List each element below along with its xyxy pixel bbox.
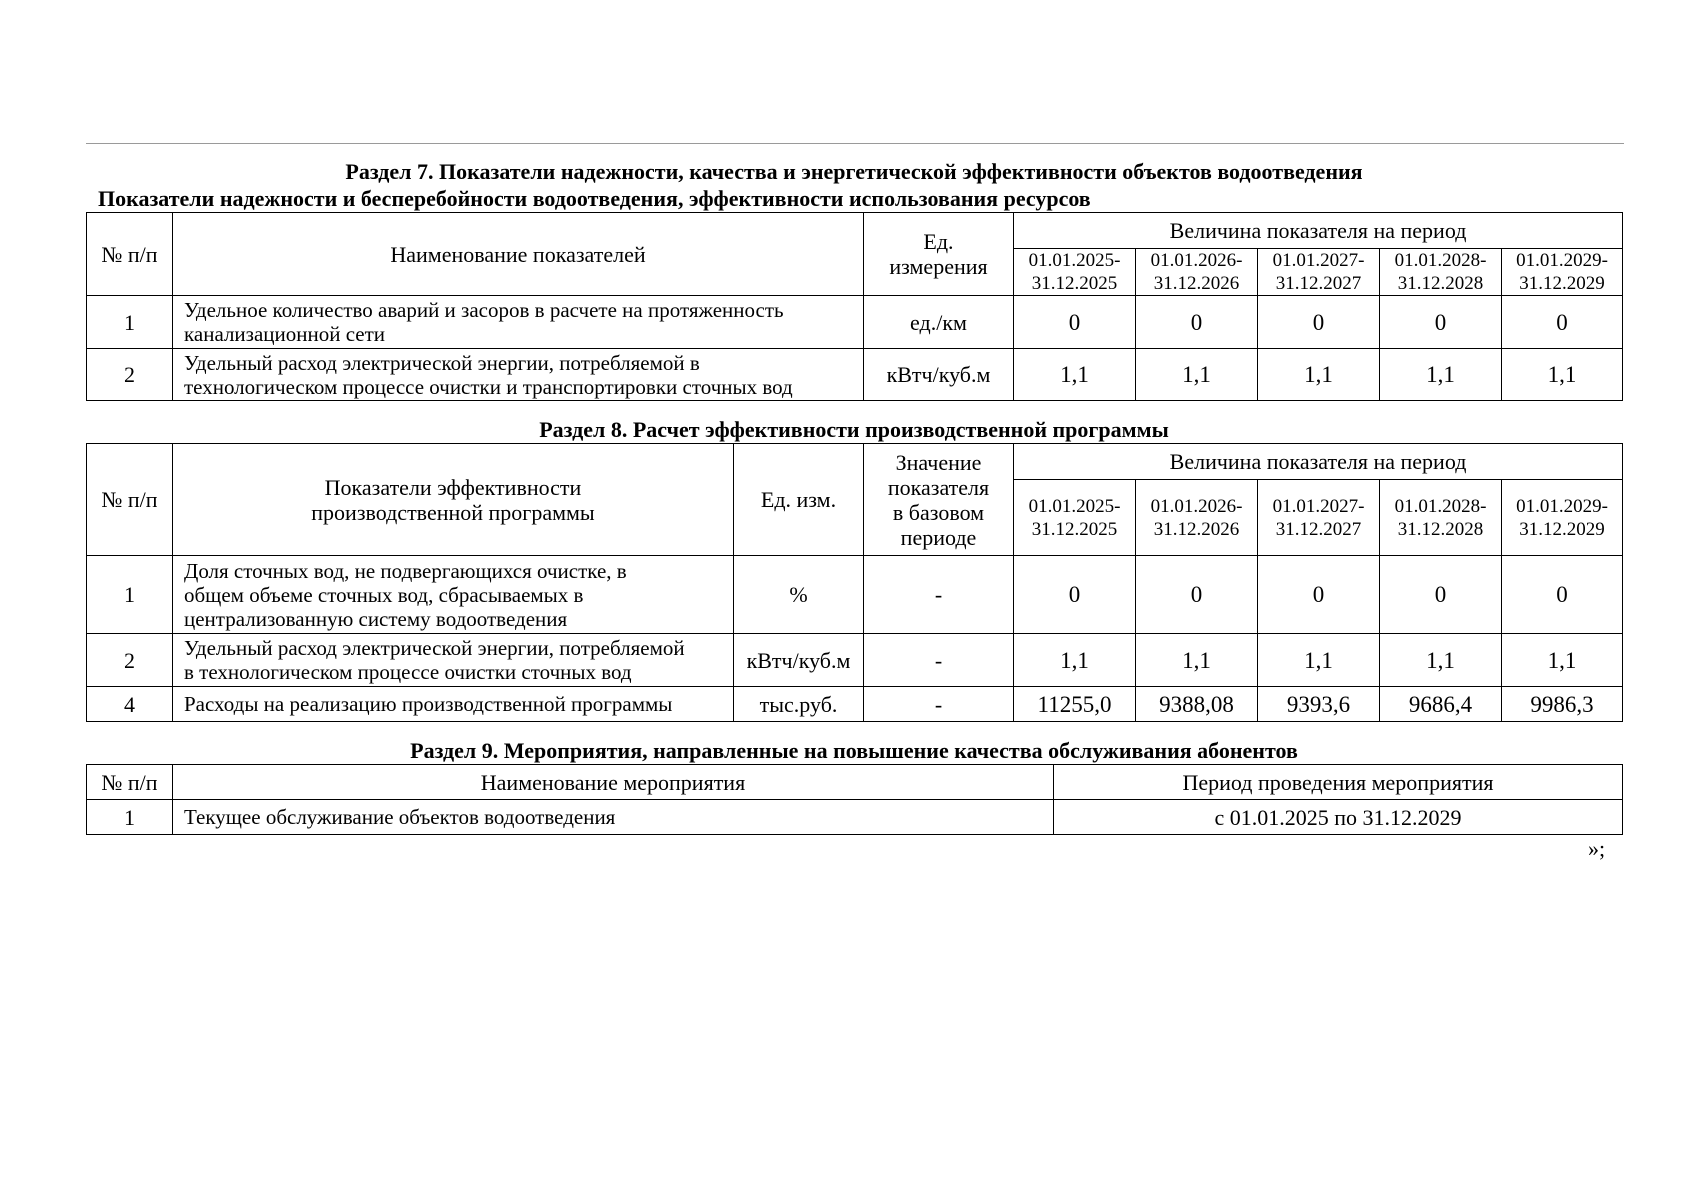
row-unit: ед./км — [864, 296, 1014, 349]
section-7-title: Раздел 7. Показатели надежности, качества и энергетической эффективности объектов водоотведения — [345, 159, 1363, 184]
row-value: 0 — [1502, 556, 1623, 634]
row-name-line: централизованную систему водоотведения — [184, 606, 568, 631]
row-value: 0 — [1380, 556, 1502, 634]
row-num: 4 — [87, 687, 173, 722]
header-row — [87, 444, 1623, 480]
period-cell — [1380, 249, 1502, 296]
row-name-line: канализационной сети — [184, 322, 386, 346]
header-num: № п/п — [87, 213, 173, 296]
row-base: - — [864, 556, 1014, 634]
period-cell — [1136, 480, 1258, 556]
row-value: 0 — [1502, 296, 1623, 349]
header-num: № п/п — [87, 765, 173, 800]
header-base-line: показателя — [887, 474, 990, 500]
header-name: Наименование показателей — [173, 213, 864, 296]
period-start: 01.01.2026- — [1150, 250, 1243, 271]
row-name — [173, 349, 864, 401]
row-num: 2 — [87, 634, 173, 687]
row-value: 9388,08 — [1136, 687, 1258, 722]
row-value: 1,1 — [1136, 349, 1258, 401]
row-value: 1,1 — [1258, 349, 1380, 401]
row-name — [173, 556, 734, 634]
row-value: 0 — [1136, 296, 1258, 349]
header-base-line: в базовом — [892, 499, 985, 525]
row-value: 9686,4 — [1380, 687, 1502, 722]
closing-mark: »; — [1588, 836, 1606, 861]
row-name-line: общем объеме сточных вод, сбрасываемых в — [184, 582, 584, 607]
row-num: 1 — [87, 296, 173, 349]
period-end: 31.12.2027 — [1275, 518, 1362, 540]
table-row — [87, 556, 1623, 634]
section-9 — [86, 737, 1622, 835]
period-cell — [1014, 249, 1136, 296]
header-name: Наименование мероприятия — [173, 765, 1054, 800]
row-name-line: Удельный расход электрической энергии, потребляемой в — [184, 350, 700, 375]
period-start: 01.01.2028- — [1394, 495, 1487, 517]
row-value: 0 — [1258, 556, 1380, 634]
header-base-line: Значение — [895, 449, 982, 475]
period-start: 01.01.2026- — [1150, 495, 1243, 517]
row-value: 1,1 — [1014, 349, 1136, 401]
row-value: 1,1 — [1502, 349, 1623, 401]
period-cell — [1380, 480, 1502, 556]
table-row — [87, 634, 1623, 687]
row-name-line: технологическом процессе очистки и транспортировки сточных вод — [184, 374, 793, 399]
row-unit: тыс.руб. — [734, 687, 864, 722]
section-8 — [86, 416, 1622, 722]
header-name — [173, 444, 734, 556]
header-period: Величина показателя на период — [1014, 213, 1623, 249]
table-row — [87, 296, 1623, 349]
header-row — [87, 213, 1623, 249]
row-num: 2 — [87, 349, 173, 401]
header-period: Период проведения мероприятия — [1054, 765, 1623, 800]
header-base — [864, 444, 1014, 556]
row-value: 0 — [1380, 296, 1502, 349]
table-row — [87, 349, 1623, 401]
period-cell — [1258, 249, 1380, 296]
row-num: 1 — [87, 556, 173, 634]
row-base: - — [864, 687, 1014, 722]
header-base-line: периоде — [900, 524, 977, 550]
row-base: - — [864, 634, 1014, 687]
header-unit — [864, 213, 1014, 296]
period-start: 01.01.2025- — [1028, 250, 1121, 271]
header-num: № п/п — [87, 444, 173, 556]
period-start: 01.01.2025- — [1028, 495, 1121, 517]
row-name — [173, 634, 734, 687]
row-value: 0 — [1136, 556, 1258, 634]
section-7 — [86, 158, 1622, 401]
row-value: 0 — [1014, 296, 1136, 349]
row-value: 1,1 — [1014, 634, 1136, 687]
row-value: 1,1 — [1136, 634, 1258, 687]
row-name-line: Удельное количество аварий и засоров в расчете на протяженность — [184, 298, 784, 322]
row-period: с 01.01.2025 по 31.12.2029 — [1054, 800, 1623, 835]
row-value: 0 — [1258, 296, 1380, 349]
period-cell — [1258, 480, 1380, 556]
row-name — [173, 296, 864, 349]
period-end: 31.12.2026 — [1153, 273, 1240, 294]
top-rule — [86, 143, 1624, 144]
period-end: 31.12.2029 — [1519, 518, 1605, 540]
row-value: 0 — [1014, 556, 1136, 634]
period-cell — [1502, 480, 1623, 556]
section-9-title: Раздел 9. Мероприятия, направленные на повышение качества обслуживания абонентов — [410, 738, 1298, 763]
row-value: 1,1 — [1380, 634, 1502, 687]
row-value: 1,1 — [1258, 634, 1380, 687]
row-value: 9986,3 — [1502, 687, 1623, 722]
header-unit-line1: Ед. — [923, 229, 954, 254]
table-row — [87, 800, 1623, 835]
period-end: 31.12.2028 — [1397, 518, 1484, 540]
period-start: 01.01.2029- — [1516, 495, 1608, 517]
header-period: Величина показателя на период — [1014, 444, 1623, 480]
row-name-line: в технологическом процессе очистки сточных вод — [184, 660, 632, 684]
row-name: Расходы на реализацию производственной программы — [173, 687, 734, 722]
row-unit: кВтч/куб.м — [864, 349, 1014, 401]
period-cell — [1136, 249, 1258, 296]
period-start: 01.01.2027- — [1272, 250, 1365, 271]
header-name-line: Показатели эффективности — [324, 474, 582, 500]
period-end: 31.12.2026 — [1153, 518, 1240, 540]
section-7-subtitle: Показатели надежности и бесперебойности водоотведения, эффективности использования ресурсов — [98, 186, 1091, 211]
period-end: 31.12.2025 — [1031, 273, 1118, 294]
row-value: 9393,6 — [1258, 687, 1380, 722]
period-end: 31.12.2028 — [1397, 273, 1484, 294]
row-value: 1,1 — [1502, 634, 1623, 687]
row-unit: кВтч/куб.м — [734, 634, 864, 687]
period-end: 31.12.2029 — [1519, 273, 1605, 294]
header-unit-line2: измерения — [889, 254, 988, 279]
period-cell — [1014, 480, 1136, 556]
row-num: 1 — [87, 800, 173, 835]
period-start: 01.01.2028- — [1394, 250, 1487, 271]
section-7-table — [86, 212, 1623, 401]
header-unit: Ед. изм. — [734, 444, 864, 556]
row-value: 1,1 — [1380, 349, 1502, 401]
section-9-table — [86, 764, 1623, 835]
header-row — [87, 765, 1623, 800]
period-start: 01.01.2029- — [1516, 250, 1608, 271]
header-name-line: производственной программы — [311, 499, 595, 525]
table-row — [87, 687, 1623, 722]
section-8-title: Раздел 8. Расчет эффективности производственной программы — [539, 417, 1169, 442]
row-name: Текущее обслуживание объектов водоотведения — [173, 800, 1054, 835]
section-8-table — [86, 443, 1623, 722]
row-name-line: Доля сточных вод, не подвергающихся очистке, в — [184, 558, 627, 583]
row-value: 11255,0 — [1014, 687, 1136, 722]
row-unit: % — [734, 556, 864, 634]
row-name-line: Удельный расход электрической энергии, потребляемой — [184, 636, 685, 660]
period-end: 31.12.2027 — [1275, 273, 1362, 294]
period-end: 31.12.2025 — [1031, 518, 1118, 540]
period-cell — [1502, 249, 1623, 296]
period-start: 01.01.2027- — [1272, 495, 1365, 517]
